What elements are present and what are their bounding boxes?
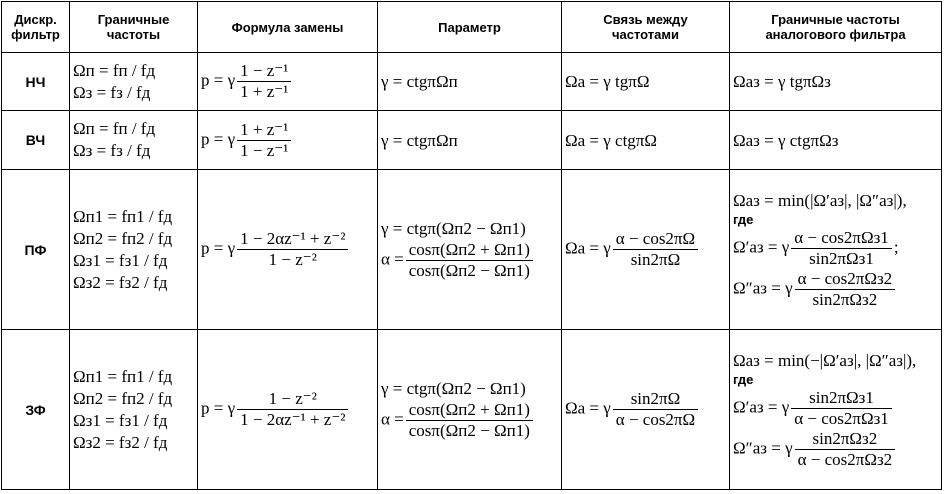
- relation-formula: Ωа = γ ctgπΩ: [562, 111, 730, 170]
- analog-freq-formula: Ωаз = γ tgπΩз: [730, 53, 942, 111]
- fraction: $\frac{\cos\pi(\Omega п2 + \Omega п1)}{\cos\pi(\Omega п2 - \Omega п1)}$: [406, 400, 533, 441]
- substitution-formula: p = γ $\frac{\text{1 + z⁻¹}}{\text{1 − z⁻¹}}$: [198, 111, 378, 170]
- parameter-formula: [378, 170, 562, 330]
- freq-formula: Ωз = fз / fд: [73, 82, 151, 102]
- header-analog-freq: Граничные частоты аналогового фильтра: [730, 2, 942, 53]
- parameter-formula: [378, 330, 562, 490]
- fraction: $\frac{\alpha - \cos 2\pi\Omega}{\sin 2\pi\Omega}$: [613, 229, 698, 270]
- where-label: где: [733, 371, 754, 387]
- boundary-freq: [70, 170, 198, 330]
- analog-freq-formula: [730, 330, 942, 490]
- substitution-formula: p = γ $\frac{\text{1 − z⁻¹}}{\text{1 + z⁻¹}}$: [198, 53, 378, 111]
- freq-formula: Ωз1 = fз1 / fд: [73, 410, 168, 430]
- fraction: $\frac{\text{α − cos2πΩз1}}{\text{sin2πΩз1}}$: [791, 228, 892, 269]
- freq-formula: Ωп2 = fп2 / fд: [73, 388, 173, 408]
- relation-formula: Ωа = γ $\frac{\sin 2\pi\Omega}{\alpha - \cos 2\pi\Omega}$: [562, 330, 730, 490]
- fraction: $\frac{\text{1 + z⁻¹}}{\text{1 − z⁻¹}}$: [237, 120, 291, 161]
- freq-formula: Ωп1 = fп1 / fд: [73, 366, 173, 386]
- row-highpass: [2, 111, 942, 170]
- gamma-formula: γ = ctgπ(Ωп2 − Ωп1): [381, 219, 526, 238]
- fraction: $\frac{\text{1 − z⁻²}}{\text{1 − 2αz⁻¹ + z⁻²}}$: [237, 389, 348, 430]
- fraction: $\frac{\sin 2\pi\Omega}{\alpha - \cos 2\pi\Omega}$: [613, 389, 698, 430]
- fraction: $\frac{\text{1 − 2αz⁻¹ + z⁻²}}{\text{1 − z⁻²}}$: [237, 229, 348, 270]
- analog-freq-formula: Ωаз = γ ctgπΩз: [730, 111, 942, 170]
- freq-formula: Ωп2 = fп2 / fд: [73, 228, 173, 248]
- filter-transform-table: [1, 1, 942, 490]
- fraction: $\frac{\text{sin2πΩз1}}{\text{α − cos2πΩз1}}$: [791, 388, 892, 429]
- parameter-formula: γ = ctgπΩп: [378, 111, 562, 170]
- freq-formula: Ωз = fз / fд: [73, 141, 151, 160]
- filter-type: ЗФ: [2, 330, 70, 490]
- header-relation: Связь между частотами: [562, 2, 730, 53]
- boundary-freq: [70, 330, 198, 490]
- row-lowpass: [2, 53, 942, 111]
- filter-type: НЧ: [2, 53, 70, 111]
- relation-formula: Ωа = γ $\frac{\alpha - \cos 2\pi\Omega}{\sin 2\pi\Omega}$: [562, 170, 730, 330]
- where-label: где: [733, 211, 754, 227]
- filter-type: ВЧ: [2, 111, 70, 170]
- freq-formula: Ωз2 = fз2 / fд: [73, 432, 168, 452]
- header-boundary-freq: Граничные частоты: [70, 2, 198, 53]
- boundary-freq: [70, 53, 198, 111]
- freq-formula: Ωп1 = fп1 / fд: [73, 206, 173, 226]
- freq-formula: Ωз1 = fз1 / fд: [73, 250, 168, 270]
- parameter-formula: γ = ctgπΩп: [378, 53, 562, 111]
- header-filter-type: Дискр. фильтр: [2, 2, 70, 53]
- freq-formula: Ωп = fп / fд: [73, 60, 156, 80]
- alpha-formula: α = $\frac{\cos\pi(\Omega п2 + \Omega п1)}{\cos\pi(\Omega п2 - \Omega п1)}$: [381, 400, 558, 441]
- omega-double-prime-formula: Ω″аз = γ $\frac{\text{α − cos2πΩз2}}{\text{sin2πΩз2}}$: [733, 269, 938, 310]
- substitution-formula: p = γ $\frac{\text{1 − z⁻²}}{\text{1 − 2αz⁻¹ + z⁻²}}$: [198, 330, 378, 490]
- fraction: $\frac{\text{sin2πΩз2}}{\text{α − cos2πΩз2}}$: [795, 429, 896, 470]
- omega-prime-formula: Ω′аз = γ $\frac{\text{sin2πΩз1}}{\text{α − cos2πΩз1}}$: [733, 388, 938, 429]
- substitution-formula: p = γ $\frac{\text{1 − 2αz⁻¹ + z⁻²}}{\text{1 − z⁻²}}$: [198, 170, 378, 330]
- header-substitution: Формула замены: [198, 2, 378, 53]
- analog-freq-formula: [730, 170, 942, 330]
- freq-formula: Ωп = fп / fд: [73, 119, 156, 138]
- omega-prime-formula: Ω′аз = γ $\frac{\text{α − cos2πΩз1}}{\text{sin2πΩз1}}$ ;: [733, 227, 899, 268]
- document: [1, 1, 942, 490]
- fraction: $\frac{\text{1 − z⁻¹}}{\text{1 + z⁻¹}}$: [237, 61, 291, 102]
- freq-formula: Ωз2 = fз2 / fд: [73, 272, 168, 292]
- header-parameter: Параметр: [378, 2, 562, 53]
- relation-formula: Ωа = γ tgπΩ: [562, 53, 730, 111]
- fraction: $\frac{\text{α − cos2πΩз2}}{\text{sin2πΩз2}}$: [795, 269, 896, 310]
- min-formula: Ωаз = min(−|Ω′аз|, |Ω″аз|),: [733, 350, 917, 370]
- omega-double-prime-formula: Ω″аз = γ $\frac{\text{sin2πΩз2}}{\text{α − cos2πΩз2}}$: [733, 429, 938, 470]
- gamma-formula: γ = ctgπ(Ωп2 − Ωп1): [381, 379, 526, 398]
- alpha-formula: α = $\frac{\cos\pi(\Omega п2 + \Omega п1)}{\cos\pi(\Omega п2 - \Omega п1)}$: [381, 240, 558, 281]
- row-bandpass: [2, 170, 942, 330]
- min-formula: Ωаз = min(|Ω′аз|, |Ω″аз|),: [733, 190, 907, 210]
- row-bandstop: [2, 330, 942, 490]
- header-row: [2, 2, 942, 53]
- filter-type: ПФ: [2, 170, 70, 330]
- fraction: $\frac{\cos\pi(\Omega п2 + \Omega п1)}{\cos\pi(\Omega п2 - \Omega п1)}$: [406, 240, 533, 281]
- boundary-freq: [70, 111, 198, 170]
